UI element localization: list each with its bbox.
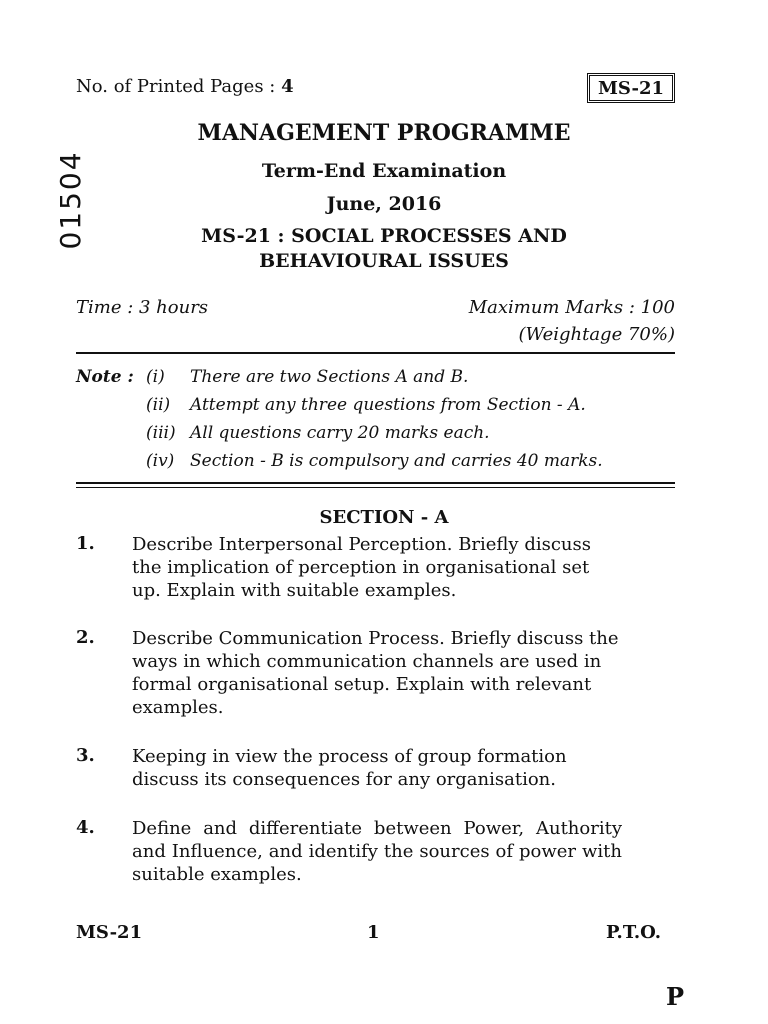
- note-item-number: (ii): [146, 395, 171, 415]
- maximum-marks: Maximum Marks : 100: [468, 297, 675, 318]
- note-item-text: Section - B is compulsory and carries 40 marks.: [190, 451, 603, 471]
- course-title-line2: BEHAVIOURAL ISSUES: [259, 250, 509, 272]
- section-title: SECTION - A: [319, 507, 449, 528]
- printed-pages-value: 4: [281, 76, 294, 97]
- note-item-text: Attempt any three questions from Section - A.: [190, 395, 586, 415]
- question-number: 4.: [76, 817, 95, 838]
- note-item-number: (iii): [146, 423, 176, 443]
- divider: [76, 352, 675, 354]
- divider: [76, 482, 675, 484]
- exam-date: June, 2016: [326, 193, 442, 215]
- note-item-number: (i): [146, 367, 165, 387]
- weightage: (Weightage 70%): [518, 324, 675, 345]
- question-number: 3.: [76, 745, 95, 766]
- course-code-box: MS-21: [587, 73, 675, 103]
- note-label: Note :: [76, 367, 134, 387]
- programme-title: MANAGEMENT PROGRAMME: [197, 120, 571, 146]
- course-title-line1: MS-21 : SOCIAL PROCESSES AND: [201, 225, 567, 247]
- question-text: Describe Interpersonal Perception. Briefly discuss the implication of perception in organisational set up. Explain with suitable examples.: [132, 534, 591, 601]
- serial-number: 01504: [53, 150, 87, 250]
- question-text: Describe Communication Process. Briefly discuss the ways in which communication channels are used in formal organisational setup. Explain with relevant examples.: [132, 628, 619, 718]
- divider: [76, 487, 675, 488]
- question-text: Keeping in view the process of group formation discuss its consequences for any organisation.: [132, 746, 567, 790]
- footer-course-code: MS-21: [76, 922, 143, 943]
- question-text: Define and differentiate between Power, Authority and Influence, and identify the sources of power with suitable examples.: [132, 818, 622, 885]
- printed-pages: [76, 76, 294, 97]
- time-allowed: Time : 3 hours: [76, 297, 209, 318]
- page-number: 1: [367, 922, 380, 943]
- exam-title: Term-End Examination: [261, 160, 507, 182]
- note-item-number: (iv): [146, 451, 175, 471]
- pto-label: P.T.O.: [606, 922, 662, 943]
- printed-pages-label: No. of Printed Pages :: [76, 76, 282, 97]
- question-number: 1.: [76, 533, 95, 554]
- question-number: 2.: [76, 627, 95, 648]
- note-item-text: There are two Sections A and B.: [190, 367, 469, 387]
- note-item-text: All questions carry 20 marks each.: [190, 423, 490, 443]
- corner-mark: P: [666, 982, 685, 1011]
